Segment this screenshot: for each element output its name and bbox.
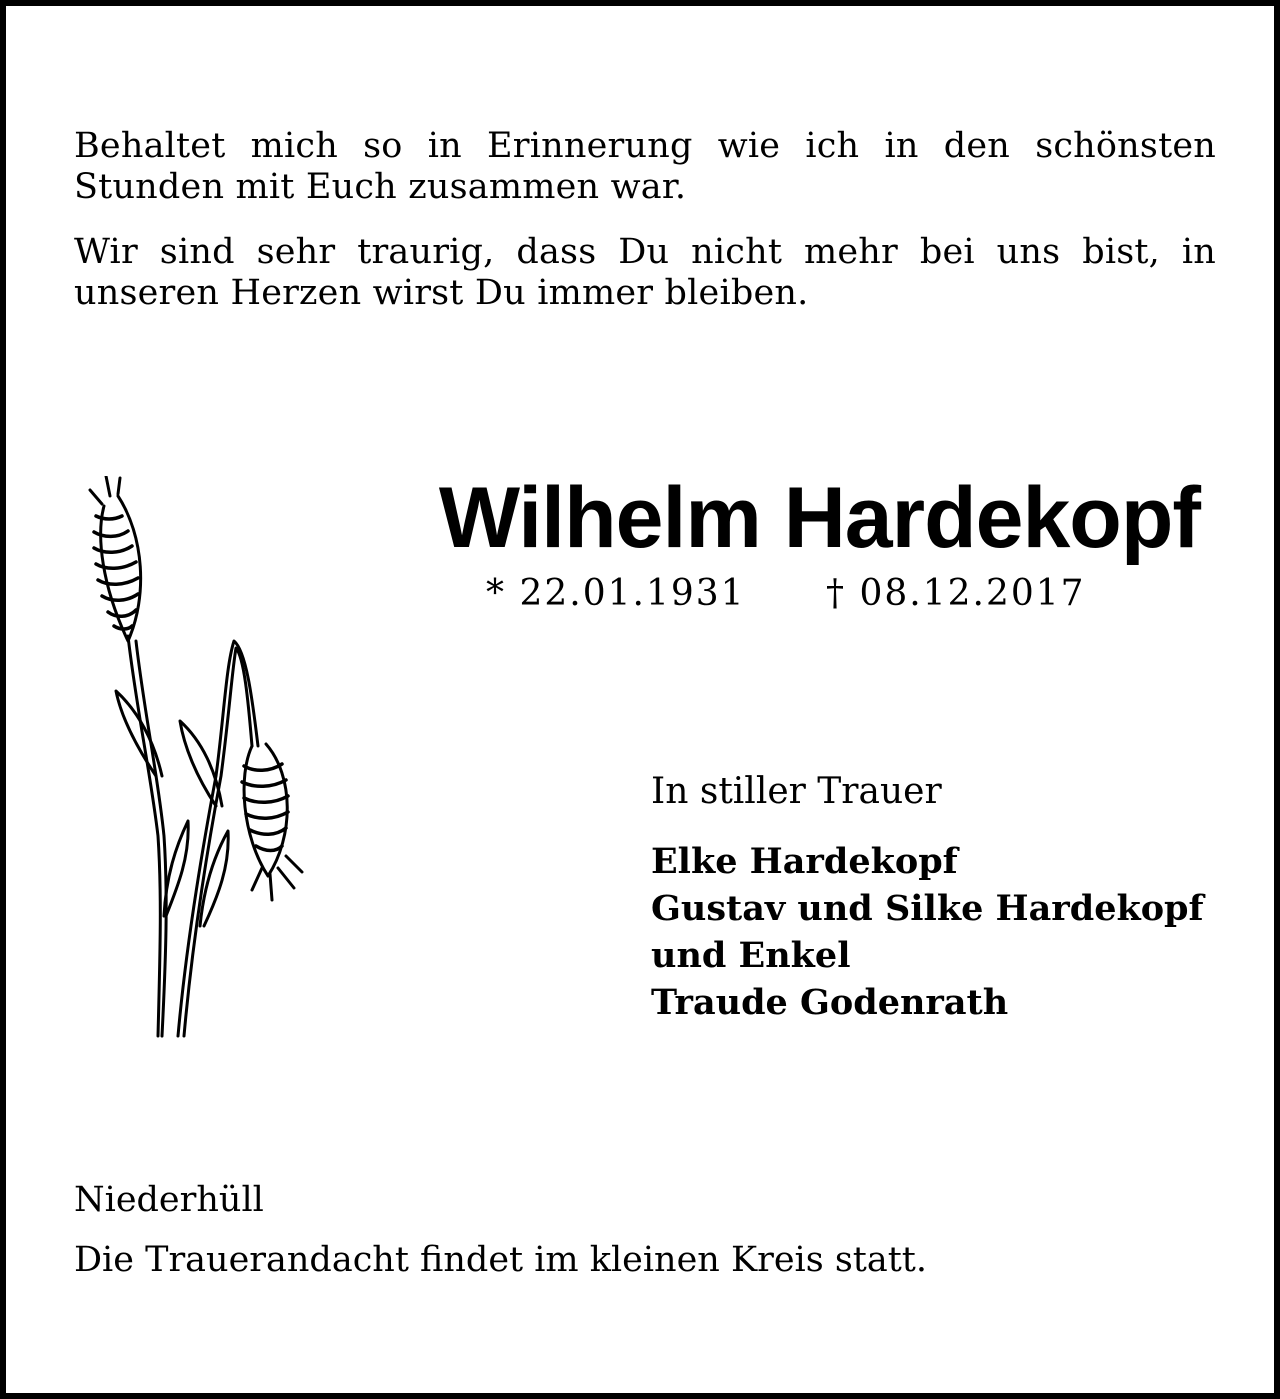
quote-paragraph-2: Wir sind sehr traurig, dass Du nicht mehr bei uns bist, in unseren Herzen wirst Du immer bleiben. <box>74 232 1216 313</box>
funeral-note: Die Trauerandacht findet im kleinen Kreis statt. <box>74 1240 927 1280</box>
birth-date: * 22.01.1931 <box>486 573 746 614</box>
death-date: † 08.12.2017 <box>826 573 1086 614</box>
mourner-name: und Enkel <box>651 935 851 976</box>
place-name: Niederhüll <box>74 1180 264 1220</box>
wheat-icon <box>66 476 326 1046</box>
mourner-name: Traude Godenrath <box>651 982 1009 1023</box>
mourners-intro: In stiller Trauer <box>651 771 942 812</box>
deceased-name: Wilhelm Hardekopf <box>438 470 1200 566</box>
mourner-name: Gustav und Silke Hardekopf <box>651 888 1204 929</box>
mourners-list <box>651 838 1204 1026</box>
quote-paragraph-1: Behaltet mich so in Erinnerung wie ich in den schönsten Stunden mit Euch zusammen war. <box>74 126 1216 207</box>
mourner-name: Elke Hardekopf <box>651 841 958 882</box>
